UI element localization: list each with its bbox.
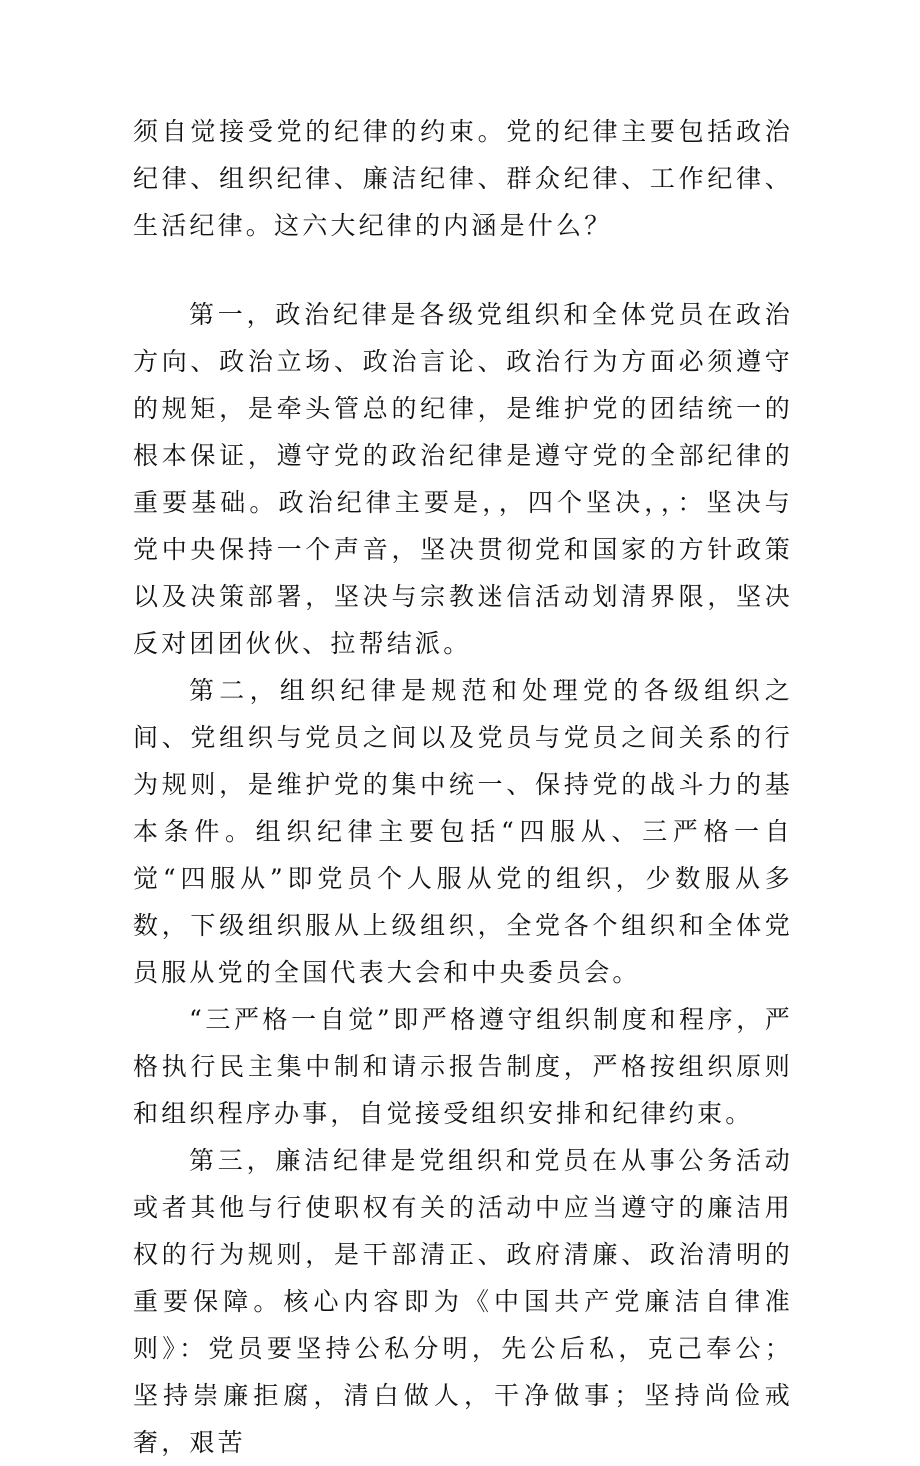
paragraph-integrity-discipline: 第三，廉洁纪律是党组织和党员在从事公务活动或者其他与行使职权有关的活动中应当遵守的廉洁用权的行为规则，是干部清正、政府清廉、政治清明的重要保障。核心内容即为《中国共产党廉洁自律准则》：党员要坚持公私分明，先公后私，克己奉公；坚持崇廉拒腐，清白做人，干净做事；坚持尚俭戒奢，艰苦: [133, 1146, 793, 1457]
paragraph-three-strict-one-conscious: “三严格一自觉”即严格遵守组织制度和程序，严格执行民主集中制和请示报告制度，严格按组织原则和组织程序办事，自觉接受组织安排和纪律约束。: [133, 1005, 793, 1128]
paragraph-intro: 须自觉接受党的纪律的约束。党的纪律主要包括政治纪律、组织纪律、廉洁纪律、群众纪律、工作纪律、生活纪律。这六大纪律的内涵是什么？: [133, 117, 793, 240]
paragraph-organizational-discipline: 第二，组织纪律是规范和处理党的各级组织之间、党组织与党员之间以及党员与党员之间关系的行为规则，是维护党的集中统一、保持党的战斗力的基本条件。组织纪律主要包括“四服从、三严格一自觉“四服从”即党员个人服从党的组织，少数服从多数，下级组织服从上级组织，全党各个组织和全体党员服从党的全国代表大会和中央委员会。: [133, 676, 793, 987]
document-body: [133, 108, 793, 1466]
paragraph-political-discipline: 第一，政治纪律是各级党组织和全体党员在政治方向、政治立场、政治言论、政治行为方面必须遵守的规矩，是牵头管总的纪律，是维护党的团结统一的根本保证，遵守党的政治纪律是遵守党的全部纪律的重要基础。政治纪律主要是，，四个坚决，，：坚决与党中央保持一个声音，坚决贯彻党和国家的方针政策以及决策部署，坚决与宗教迷信活动划清界限，坚决反对团团伙伙、拉帮结派。: [133, 300, 793, 658]
